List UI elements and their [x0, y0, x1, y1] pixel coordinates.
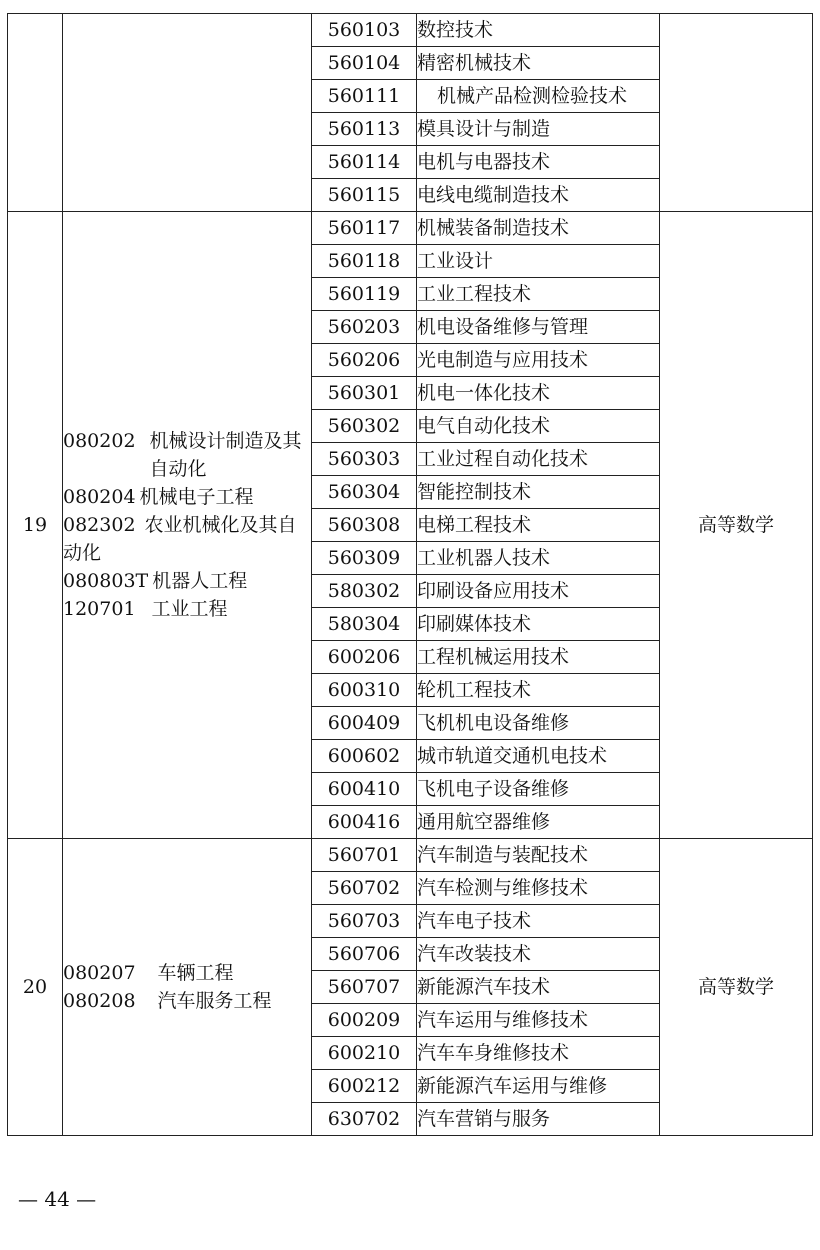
major-code: 080207	[63, 962, 136, 984]
major-item	[63, 987, 311, 1015]
undergrad-majors-cell	[63, 14, 312, 212]
course-name: 电线电缆制造技术	[417, 179, 660, 212]
major-item	[63, 483, 311, 511]
major-code: 080202	[63, 430, 136, 452]
major-name: 车辆工程	[157, 962, 234, 984]
course-code: 560103	[312, 14, 417, 47]
course-name: 新能源汽车运用与维修	[417, 1070, 660, 1103]
course-code: 560111	[312, 80, 417, 113]
course-code: 600212	[312, 1070, 417, 1103]
course-code: 600206	[312, 641, 417, 674]
course-code: 560203	[312, 311, 417, 344]
course-code: 560703	[312, 905, 417, 938]
major-code: 080208	[63, 990, 136, 1012]
course-name: 模具设计与制造	[417, 113, 660, 146]
course-code: 560308	[312, 509, 417, 542]
course-name: 通用航空器维修	[417, 806, 660, 839]
course-code: 560303	[312, 443, 417, 476]
group-number: 19	[8, 212, 63, 839]
course-name: 机械产品检测检验技术	[417, 80, 660, 113]
major-name: 工业工程	[151, 598, 228, 620]
undergrad-majors-cell	[63, 839, 312, 1136]
course-code: 560117	[312, 212, 417, 245]
course-name: 电气自动化技术	[417, 410, 660, 443]
course-name: 光电制造与应用技术	[417, 344, 660, 377]
program-table	[7, 13, 813, 1136]
course-name: 飞机电子设备维修	[417, 773, 660, 806]
course-name: 汽车电子技术	[417, 905, 660, 938]
course-code: 600602	[312, 740, 417, 773]
course-code: 560309	[312, 542, 417, 575]
course-code: 560119	[312, 278, 417, 311]
course-code: 560114	[312, 146, 417, 179]
major-name: 机器人工程	[152, 570, 248, 592]
course-code: 560707	[312, 971, 417, 1004]
course-name: 汽车营销与服务	[417, 1103, 660, 1136]
major-item	[63, 567, 311, 595]
major-item	[63, 959, 311, 987]
course-name: 机电设备维修与管理	[417, 311, 660, 344]
course-code: 560301	[312, 377, 417, 410]
course-name: 汽车运用与维修技术	[417, 1004, 660, 1037]
course-name: 工程机械运用技术	[417, 641, 660, 674]
table-row	[8, 212, 813, 245]
group-number: 20	[8, 839, 63, 1136]
exam-subject	[660, 14, 813, 212]
course-name: 智能控制技术	[417, 476, 660, 509]
course-name: 工业工程技术	[417, 278, 660, 311]
course-name: 汽车改装技术	[417, 938, 660, 971]
major-code: 120701	[63, 598, 136, 620]
major-name: 农业机械化及其自动化	[63, 514, 297, 564]
course-name: 工业设计	[417, 245, 660, 278]
major-item	[63, 511, 311, 567]
course-code: 630702	[312, 1103, 417, 1136]
course-code: 560115	[312, 179, 417, 212]
major-name: 机械电子工程	[139, 486, 254, 508]
table-row	[8, 14, 813, 47]
course-name: 机械装备制造技术	[417, 212, 660, 245]
course-code: 600310	[312, 674, 417, 707]
course-name: 工业机器人技术	[417, 542, 660, 575]
course-name: 汽车检测与维修技术	[417, 872, 660, 905]
course-code: 560118	[312, 245, 417, 278]
course-code: 600410	[312, 773, 417, 806]
major-code: 082302	[63, 514, 136, 536]
major-code: 080204	[63, 486, 136, 508]
major-code: 080803T	[63, 570, 149, 592]
course-name: 机电一体化技术	[417, 377, 660, 410]
course-code: 560304	[312, 476, 417, 509]
course-name: 电梯工程技术	[417, 509, 660, 542]
course-name: 工业过程自动化技术	[417, 443, 660, 476]
page-number: — 44 —	[18, 1187, 97, 1211]
course-name: 飞机机电设备维修	[417, 707, 660, 740]
table-row	[8, 839, 813, 872]
course-code: 600210	[312, 1037, 417, 1070]
undergrad-majors-cell	[63, 212, 312, 839]
course-code: 560104	[312, 47, 417, 80]
major-name: 汽车服务工程	[157, 990, 272, 1012]
exam-subject: 高等数学	[660, 839, 813, 1136]
course-code: 560113	[312, 113, 417, 146]
course-name: 汽车制造与装配技术	[417, 839, 660, 872]
course-code: 560206	[312, 344, 417, 377]
major-item	[63, 595, 311, 623]
course-code: 560706	[312, 938, 417, 971]
group-number	[8, 14, 63, 212]
course-name: 电机与电器技术	[417, 146, 660, 179]
exam-subject: 高等数学	[660, 212, 813, 839]
course-code: 600409	[312, 707, 417, 740]
course-name: 精密机械技术	[417, 47, 660, 80]
course-code: 580302	[312, 575, 417, 608]
course-name: 轮机工程技术	[417, 674, 660, 707]
major-name: 机械设计制造及其自动化	[149, 430, 302, 480]
course-code: 560302	[312, 410, 417, 443]
course-name: 印刷媒体技术	[417, 608, 660, 641]
table-body	[8, 14, 813, 1136]
course-code: 600416	[312, 806, 417, 839]
course-name: 汽车车身维修技术	[417, 1037, 660, 1070]
course-name: 印刷设备应用技术	[417, 575, 660, 608]
course-name: 城市轨道交通机电技术	[417, 740, 660, 773]
major-item	[63, 427, 311, 483]
course-code: 600209	[312, 1004, 417, 1037]
course-name: 新能源汽车技术	[417, 971, 660, 1004]
course-name: 数控技术	[417, 14, 660, 47]
course-code: 580304	[312, 608, 417, 641]
course-code: 560701	[312, 839, 417, 872]
course-code: 560702	[312, 872, 417, 905]
